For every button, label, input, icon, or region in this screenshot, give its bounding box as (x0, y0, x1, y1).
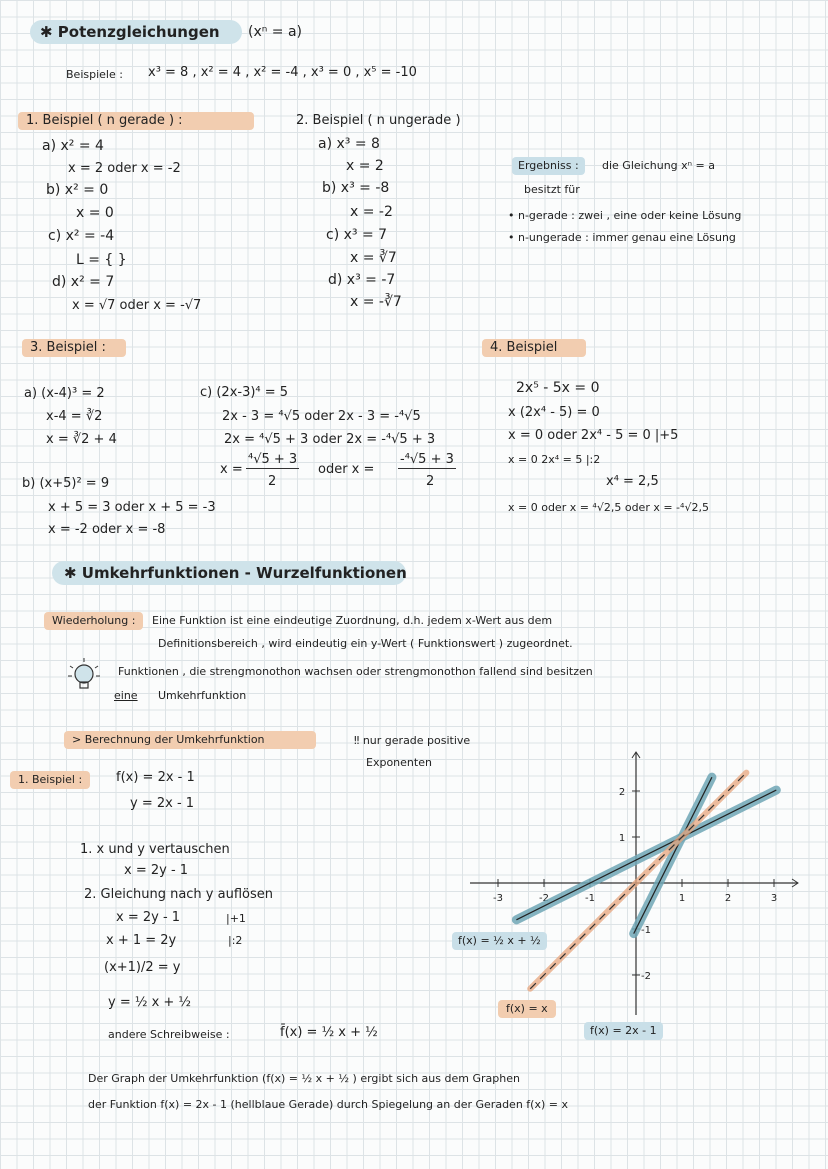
x-tick-label: -2 (539, 893, 549, 904)
calc-heading: > Berechnung der Umkehrfunktion (64, 731, 316, 749)
ex3a-line: a) (x-4)³ = 2 (24, 386, 105, 401)
ex1-line: x = √7 oder x = -√7 (72, 298, 202, 313)
result-label: Ergebniss : (512, 157, 585, 175)
conclusion-text: Der Graph der Umkehrfunktion (f(x) = ½ x + ½ ) ergibt sich aus dem Graphen (88, 1072, 520, 1085)
section-title-umkehrfunktionen: ✱ Umkehrfunktionen - Wurzelfunktionen (52, 561, 406, 585)
ex3a-line: x = ∛2 + 4 (46, 432, 117, 447)
tip-text: Funktionen , die strengmonothon wachsen oder strengmonothon fallend sind besitzen (118, 665, 593, 678)
ex3c-line: c) (2x-3)⁴ = 5 (200, 385, 289, 400)
ex2-line: d) x³ = -7 (328, 272, 396, 288)
calc-line: y = ½ x + ½ (108, 995, 192, 1010)
result-bullet: • n-ungerade : immer genau eine Lösung (508, 231, 736, 244)
ex3c-x: x = (220, 462, 243, 477)
ex4-line: 2x⁵ - 5x = 0 (516, 380, 600, 396)
x-tick-label: 1 (678, 893, 686, 904)
ex4-line: x = 0 2x⁴ = 5 |:2 (508, 453, 601, 466)
ex3b-line: x = -2 oder x = -8 (48, 522, 166, 537)
ex2-line: x = 2 (346, 158, 384, 174)
ex3c-fraction-den: 2 (268, 474, 277, 489)
ex1-line: b) x² = 0 (46, 182, 109, 198)
ex1-line: x = 0 (76, 205, 114, 221)
note-text: ‼ nur gerade positive (354, 734, 471, 747)
ex4-line: x = 0 oder 2x⁴ - 5 = 0 |+5 (508, 428, 679, 443)
calc-op: |:2 (228, 934, 243, 947)
ex1-line: a) x² = 4 (42, 138, 104, 154)
ex1-line: x = 2 oder x = -2 (68, 161, 181, 176)
calc-line: x = 2y - 1 (116, 910, 181, 925)
function-graph (440, 740, 820, 1050)
ex2-line: x = -2 (350, 204, 393, 220)
lightbulb-icon (64, 656, 104, 696)
ex3c-or: oder x = (318, 462, 375, 477)
y-tick-label: 1 (618, 833, 626, 844)
ex1-line: c) x² = -4 (48, 228, 115, 244)
ex3c-fraction-den: 2 (426, 474, 435, 489)
example1-title: 1. Beispiel ( n gerade ) : (18, 112, 254, 130)
ex3a-line: x-4 = ∛2 (46, 409, 103, 424)
conclusion-text: der Funktion f(x) = 2x - 1 (hellblaue Gerade) durch Spiegelung an der Geraden f(x) = x (88, 1098, 568, 1111)
ex2-line: x = ∛7 (350, 250, 397, 266)
ex3b-line: b) (x+5)² = 9 (22, 476, 110, 491)
ex2-line: x = -∛7 (350, 294, 402, 310)
examples-list: x³ = 8 , x² = 4 , x² = -4 , x³ = 0 , x⁵ = -10 (148, 65, 417, 80)
ex3c-fraction-num: -⁴√5 + 3 (400, 452, 454, 467)
ex4-line: x = 0 oder x = ⁴√2,5 oder x = -⁴√2,5 (508, 501, 709, 514)
label-identity-function: f(x) = x (498, 1000, 556, 1018)
ex2-line: c) x³ = 7 (326, 227, 388, 243)
example4-title: 4. Beispiel (482, 339, 586, 357)
repeat-text: Eine Funktion ist eine eindeutige Zuordnung, d.h. jedem x-Wert aus dem (152, 614, 553, 627)
calc-f2: y = 2x - 1 (130, 796, 195, 811)
calc-other-eq: f̄(x) = ½ x + ½ (280, 1025, 378, 1040)
ex1-line: d) x² = 7 (52, 274, 115, 290)
x-tick-label: -1 (585, 893, 595, 904)
note-text: Exponenten (366, 756, 432, 769)
calc-step1: 1. x und y vertauschen (80, 842, 230, 857)
calc-f1: f(x) = 2x - 1 (116, 770, 195, 785)
calc-example-label: 1. Beispiel : (10, 771, 90, 789)
calc-line: x + 1 = 2y (106, 933, 177, 948)
y-tick-label: -2 (641, 971, 651, 982)
ex3c-line: 2x = ⁴√5 + 3 oder 2x = -⁴√5 + 3 (224, 432, 436, 447)
ex3b-line: x + 5 = 3 oder x + 5 = -3 (48, 500, 216, 515)
x-tick-label: -3 (493, 893, 503, 904)
calc-op: |+1 (226, 912, 246, 925)
examples-label: Beispiele : (66, 68, 123, 81)
x-tick-label: 3 (770, 893, 778, 904)
tip-text-underlined: eine (114, 689, 138, 702)
y-tick-label: 2 (618, 787, 626, 798)
calc-step2: 2. Gleichung nach y auflösen (84, 887, 273, 902)
result-text: die Gleichung xⁿ = a (602, 159, 715, 172)
ex1-line: L = { } (76, 252, 127, 268)
result-text: besitzt für (524, 183, 580, 196)
repeat-label: Wiederholung : (44, 612, 143, 630)
calc-step1-eq: x = 2y - 1 (124, 863, 189, 878)
ex3c-fraction-num: ⁴√5 + 3 (248, 452, 298, 467)
ex3c-line: 2x - 3 = ⁴√5 oder 2x - 3 = -⁴√5 (222, 409, 421, 424)
y-tick-label: -1 (641, 925, 651, 936)
label-original-function: f(x) = 2x - 1 (584, 1022, 663, 1040)
x-tick-label: 2 (724, 893, 732, 904)
section-title-formula: (xⁿ = a) (248, 24, 302, 40)
example2-title: 2. Beispiel ( n ungerade ) (296, 113, 461, 128)
result-bullet: • n-gerade : zwei , eine oder keine Lösung (508, 209, 742, 222)
tip-text: Umkehrfunktion (158, 689, 247, 702)
section-title-potenzgleichungen: ✱ Potenzgleichungen (30, 20, 242, 44)
ex2-line: a) x³ = 8 (318, 136, 380, 152)
ex4-line: x (2x⁴ - 5) = 0 (508, 405, 600, 420)
repeat-text: Definitionsbereich , wird eindeutig ein y-Wert ( Funktionswert ) zugeordnet. (158, 637, 573, 650)
label-inverse-function: f(x) = ½ x + ½ (452, 932, 547, 950)
ex2-line: b) x³ = -8 (322, 180, 390, 196)
example3-title: 3. Beispiel : (22, 339, 126, 357)
calc-line: (x+1)/2 = y (104, 960, 181, 975)
ex4-line: x⁴ = 2,5 (606, 474, 659, 489)
calc-other-label: andere Schreibweise : (108, 1028, 230, 1041)
